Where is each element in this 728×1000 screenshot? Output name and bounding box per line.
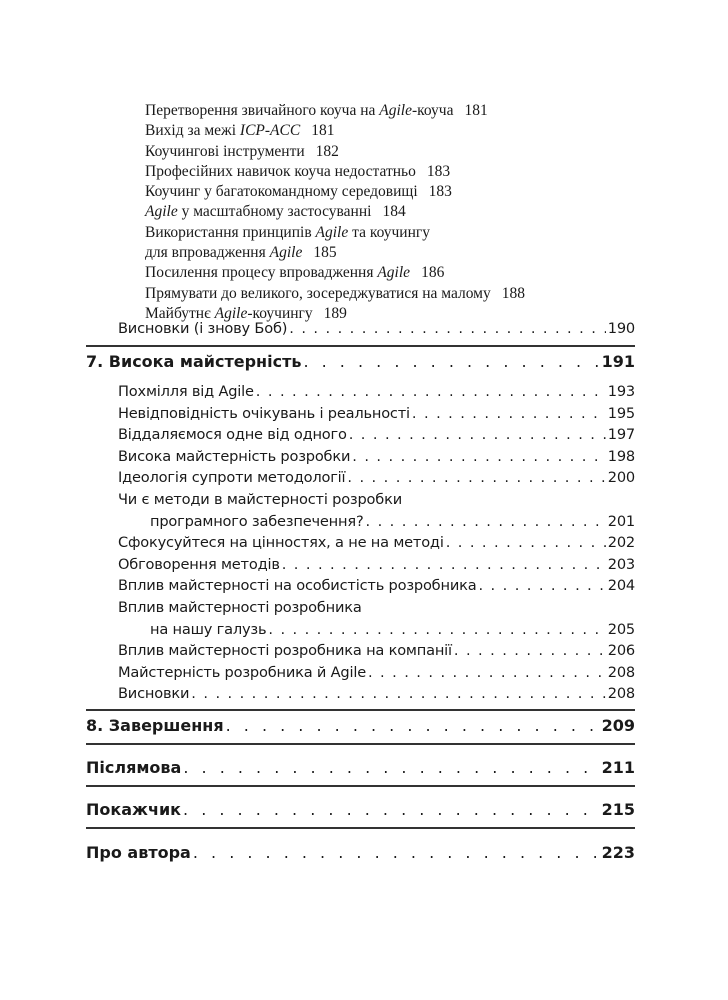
toc-entry-label: Висока майстерність розробки	[118, 447, 351, 465]
toc-subsection-entry[interactable]	[118, 534, 635, 551]
toc-subsection-entry[interactable]	[145, 263, 625, 283]
chapter-page-number: 209	[601, 716, 635, 735]
dot-leader	[349, 426, 606, 443]
text-run: Коучингові інструменти	[145, 142, 305, 160]
entry-first-line	[145, 223, 625, 243]
toc-page-number: 201	[607, 512, 635, 530]
dot-leader	[226, 716, 600, 735]
toc-page-number: 182	[315, 142, 339, 160]
chapter-6-subsection-list	[145, 101, 625, 324]
dot-leader	[412, 405, 606, 422]
toc-index[interactable]	[86, 800, 635, 819]
toc-page-number: 181	[311, 122, 335, 140]
toc-entry-label: Віддаляємося одне від одного	[118, 426, 347, 444]
chapter-title: Про автора	[86, 843, 191, 862]
toc-subsection-entry[interactable]	[145, 202, 625, 222]
text-run: Перетворення звичайного коуча на	[145, 102, 380, 119]
text-run: та коучингу	[348, 223, 430, 241]
entry-first-line: Вплив майстерності розробника	[118, 599, 362, 616]
text-run: Професійних навичок коуча недостатньо	[145, 162, 416, 180]
toc-entry-label: Сфокусуйтеся на цінностях, а не на методі	[118, 534, 444, 552]
chapter-page-number: 211	[601, 758, 635, 777]
toc-entry-label: Обговорення методів	[118, 555, 280, 573]
text-run: Використання принципів	[145, 223, 316, 241]
text-run: у масштабному застосуванні	[177, 203, 372, 221]
toc-entry-label: Висновки (і знову Боб)	[118, 320, 288, 337]
section-divider	[86, 827, 635, 829]
italic-term: Agile	[269, 244, 303, 262]
toc-afterword[interactable]	[86, 758, 635, 777]
toc-page-number: 205	[607, 620, 635, 638]
toc-chapter-7[interactable]	[86, 352, 635, 371]
toc-page-number: 206	[607, 642, 635, 660]
toc-page-number: 188	[501, 284, 525, 302]
dot-leader	[183, 800, 600, 819]
toc-page-number: 197	[607, 426, 635, 444]
italic-term: Agile	[145, 203, 178, 221]
chapter-title: Покажчик	[86, 800, 182, 819]
dot-leader	[352, 448, 605, 465]
chapter-title: 7. Висока майстерність	[86, 352, 302, 371]
dot-leader	[347, 469, 605, 486]
toc-subsection-entry[interactable]	[145, 142, 625, 162]
toc-about-author[interactable]	[86, 843, 635, 862]
toc-page-number: 186	[421, 264, 445, 282]
italic-term: ICP-ACC	[239, 122, 301, 140]
toc-page-number: 189	[323, 304, 347, 322]
text-run: Коучинг у багатокомандному середовищі	[145, 183, 418, 201]
text-run: Майбутнє	[145, 304, 215, 322]
toc-subsection-entry[interactable]	[150, 621, 635, 638]
chapter-page-number: 223	[601, 843, 635, 862]
dot-leader	[256, 383, 606, 400]
italic-term: Agile	[315, 223, 349, 241]
dot-leader	[268, 621, 605, 638]
toc-page-number: 185	[313, 244, 337, 262]
chapter-title: 8. Завершення	[86, 716, 224, 735]
toc-entry-label: Вплив майстерності на особистість розробника	[118, 577, 477, 595]
toc-page-number: 203	[607, 555, 635, 573]
dot-leader	[289, 320, 605, 337]
toc-entry-label: Ідеологія супроти методології	[118, 469, 346, 487]
section-divider	[86, 785, 635, 787]
toc-page-number: 193	[607, 383, 635, 400]
toc-subsection-entry[interactable]	[145, 182, 625, 202]
text-run: Вихід за межі	[145, 122, 240, 140]
toc-page-number: 204	[607, 577, 635, 595]
toc-entry-label: на нашу галузь	[150, 620, 267, 638]
toc-entry-label: Майстерність розробника й Agile	[118, 663, 366, 681]
toc-page-number: 183	[428, 183, 452, 201]
toc-entry-label: програмного забезпечення?	[150, 512, 364, 530]
dot-leader	[191, 685, 605, 702]
toc-subsection-entry[interactable]	[145, 162, 625, 182]
section-divider	[86, 345, 635, 347]
text-run: для впровадження	[145, 244, 270, 262]
italic-term: Agile	[379, 102, 412, 119]
toc-subsection-entry[interactable]	[118, 664, 635, 681]
toc-page-number: 198	[607, 447, 635, 465]
italic-term: Agile	[214, 304, 248, 322]
toc-subsection-entry[interactable]	[118, 405, 635, 422]
toc-page-number: 190	[607, 320, 635, 337]
toc-subsection-entry[interactable]	[150, 513, 635, 530]
text-run: -коучингу	[247, 304, 313, 322]
toc-page-number: 208	[607, 663, 635, 681]
italic-term: Agile	[377, 264, 411, 282]
section-divider	[86, 743, 635, 745]
toc-entry-conclusion-6[interactable]	[118, 320, 635, 337]
toc-chapter-8[interactable]	[86, 716, 635, 735]
dot-leader	[366, 513, 606, 530]
entry-first-line: Чи є методи в майстерності розробки	[118, 491, 402, 508]
dot-leader	[478, 577, 605, 594]
toc-entry-label: Вплив майстерності розробника на компанії	[118, 642, 452, 660]
toc-entry-label: Невідповідність очікувань і реальності	[118, 404, 410, 422]
toc-page-number: 181	[464, 102, 488, 119]
toc-subsection-entry[interactable]	[118, 469, 635, 486]
toc-page-number: 183	[426, 162, 451, 180]
toc-subsection-entry[interactable]	[118, 448, 635, 465]
toc-page-number: 184	[382, 203, 406, 221]
dot-leader	[183, 758, 599, 777]
toc-subsection-entry[interactable]	[145, 223, 625, 264]
dot-leader	[454, 642, 606, 659]
dot-leader	[446, 534, 606, 551]
toc-subsection-entry[interactable]	[118, 556, 635, 573]
toc-page-number: 200	[607, 469, 635, 487]
chapter-page-number: 191	[601, 352, 635, 371]
toc-page-number: 202	[607, 534, 635, 552]
dot-leader	[368, 664, 606, 681]
dot-leader	[282, 556, 606, 573]
toc-subsection-entry[interactable]	[118, 577, 635, 594]
toc-subsection-entry[interactable]	[118, 383, 635, 400]
toc-page-number: 208	[607, 685, 635, 703]
text-run: Прямувати до великого, зосереджуватися на малому	[145, 284, 491, 302]
toc-entry-label: Похмілля від Agile	[118, 383, 254, 400]
dot-leader	[303, 352, 599, 371]
toc-subsection-entry[interactable]	[145, 284, 625, 304]
toc-subsection-entry[interactable]	[118, 642, 635, 659]
chapter-title: Післямова	[86, 758, 182, 777]
toc-subsection-entry[interactable]	[118, 426, 635, 443]
text-run: Посилення процесу впровадження	[145, 264, 378, 282]
toc-subsection-entry[interactable]	[145, 101, 625, 121]
chapter-page-number: 215	[601, 800, 635, 819]
toc-page-number: 195	[607, 404, 635, 422]
dot-leader	[193, 843, 600, 862]
section-divider	[86, 709, 635, 711]
toc-entry-label: Висновки	[118, 685, 190, 703]
toc-subsection-entry[interactable]	[145, 121, 625, 141]
text-run: -коуча	[411, 102, 454, 119]
toc-subsection-entry[interactable]	[118, 685, 635, 702]
